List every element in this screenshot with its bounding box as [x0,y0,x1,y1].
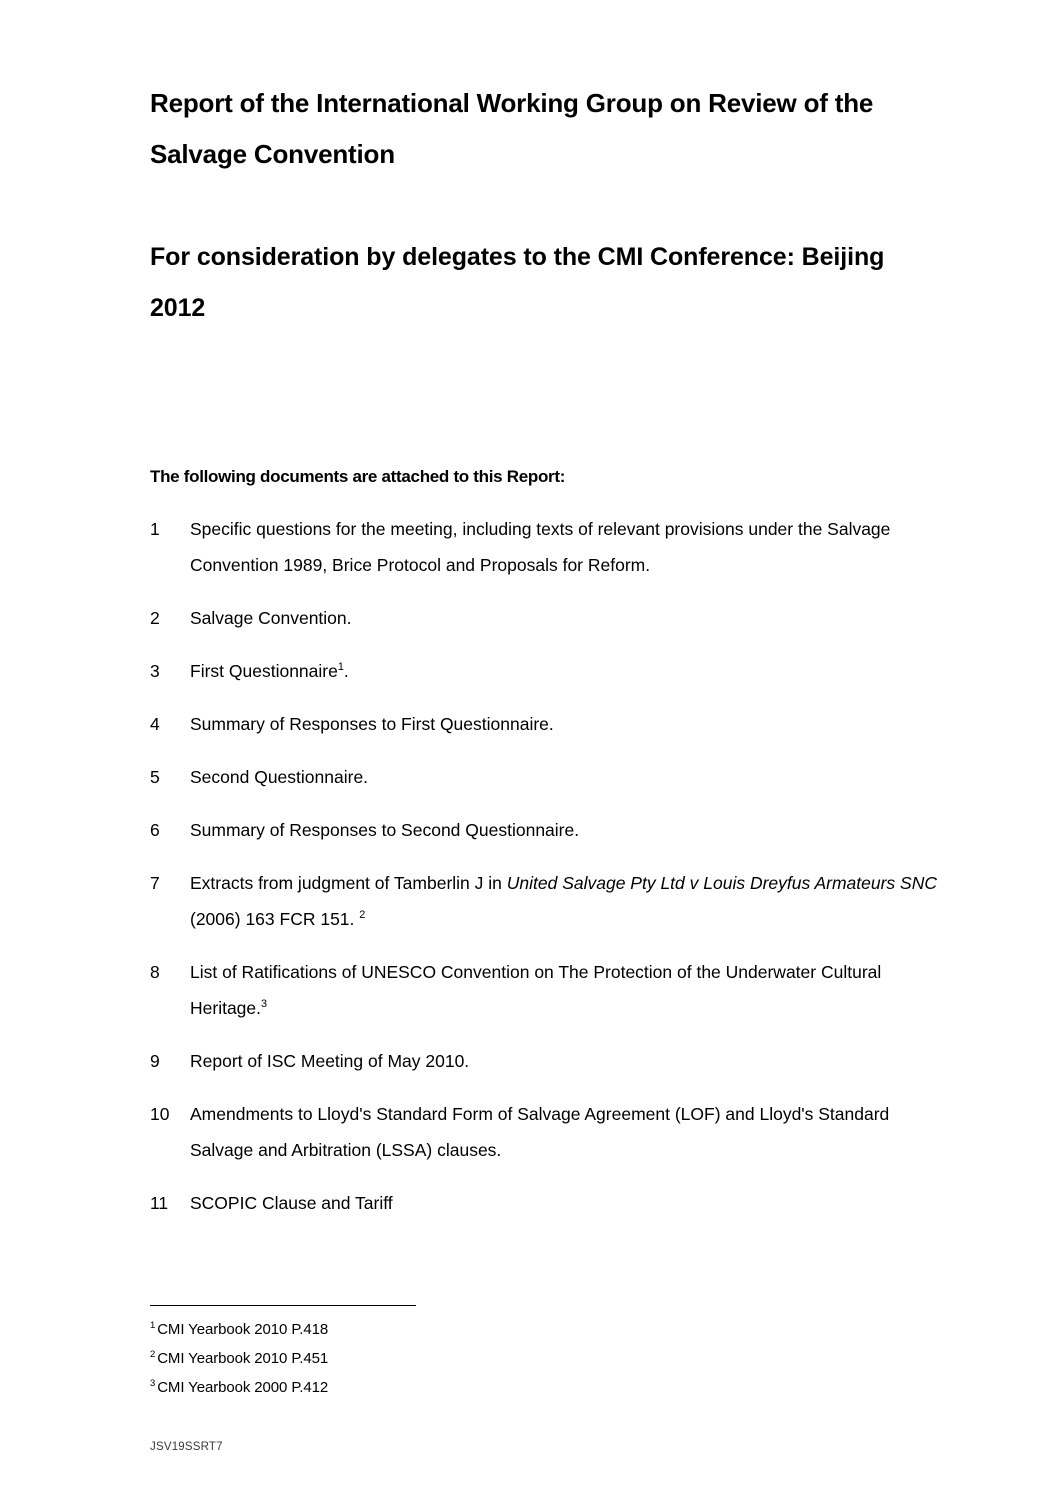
list-item-text-run: Salvage Convention. [190,608,352,628]
list-item-text [190,1096,950,1168]
footnote-text: CMI Yearbook 2010 P.418 [157,1321,329,1338]
page-footer-code: JSV19SSRT7 [150,1441,223,1453]
footnote-separator-rule [150,1305,416,1306]
list-item-text [190,1185,950,1221]
list-item [150,653,950,689]
list-item-text-run: First Questionnaire [190,661,338,681]
list-item-text [190,706,950,742]
list-item-text-run: Report of ISC Meeting of May 2010. [190,1051,470,1071]
footnote-text: CMI Yearbook 2000 P.412 [157,1379,329,1396]
list-item-text [190,812,950,848]
list-item-text [190,511,950,583]
footnote-reference-marker: 2 [359,909,366,922]
list-item-text [190,954,950,1026]
footnote [150,1373,650,1402]
list-item-text-run: Summary of Responses to First Questionnaire. [190,714,554,734]
footnote-reference-marker: 3 [261,998,268,1011]
list-item [150,812,950,848]
list-item-text [190,600,950,636]
attachments-list [150,487,950,1221]
footnotes-section [150,1305,650,1402]
list-item-number: 2 [150,608,160,628]
list-item-text-run: SCOPIC Clause and Tariff [190,1193,393,1213]
list-item [150,865,950,937]
footnote-marker: 3 [150,1378,156,1389]
list-item [150,511,950,583]
list-item-number: 10 [150,1104,170,1124]
list-item-number: 8 [150,962,160,982]
document-subtitle: For consideration by delegates to the CMI Conference: Beijing 2012 [150,243,885,322]
footnote [150,1344,650,1373]
list-item-number: 4 [150,714,160,734]
list-item [150,600,950,636]
list-item-text-run: Summary of Responses to Second Questionnaire. [190,820,580,840]
footnote-marker: 1 [150,1320,156,1331]
list-item-number: 5 [150,767,160,787]
list-item [150,1185,950,1221]
list-item-text-run: . [343,661,349,681]
list-item-text-run: Second Questionnaire. [190,767,369,787]
list-item [150,759,950,795]
document-title: Report of the International Working Group on Review of the Salvage Convention [150,88,874,169]
footnote [150,1315,650,1344]
attachments-heading: The following documents are attached to this Report: [150,467,566,486]
footnote-reference-marker: 1 [337,661,344,674]
list-item-number: 6 [150,820,160,840]
list-item-text-run: Extracts from judgment of Tamberlin J in [190,873,507,893]
list-item [150,1043,950,1079]
list-item [150,954,950,1026]
list-item-text [190,759,950,795]
list-item-text-run: Amendments to Lloyd's Standard Form of Salvage Agreement (LOF) and Lloyd's Standard Salvage and Arbitration (LSSA) clauses. [190,1104,890,1160]
list-item-text [190,653,950,689]
list-item-number: 3 [150,661,160,681]
list-item-text [190,1043,950,1079]
document-body [150,78,950,1238]
list-item-number: 9 [150,1051,160,1071]
case-citation-italic: United Salvage Pty Ltd v Louis Dreyfus Armateurs SNC [506,873,937,893]
footnote-text: CMI Yearbook 2010 P.451 [157,1350,329,1367]
list-item-text-run: List of Ratifications of UNESCO Convention on The Protection of the Underwater Cultural Heritage. [190,962,882,1018]
list-item-text [190,865,950,937]
list-item [150,1096,950,1168]
list-item-text-run: (2006) 163 FCR 151. [190,909,360,929]
list-item-number: 7 [150,873,160,893]
list-item-number: 1 [150,519,160,539]
footnote-marker: 2 [150,1349,156,1360]
list-item [150,706,950,742]
list-item-number: 11 [150,1193,169,1213]
footnote-entries [150,1315,650,1402]
list-item-text-run: Specific questions for the meeting, including texts of relevant provisions under the Salvage Convention 1989, Brice Protocol and Proposals for Reform. [190,519,891,575]
